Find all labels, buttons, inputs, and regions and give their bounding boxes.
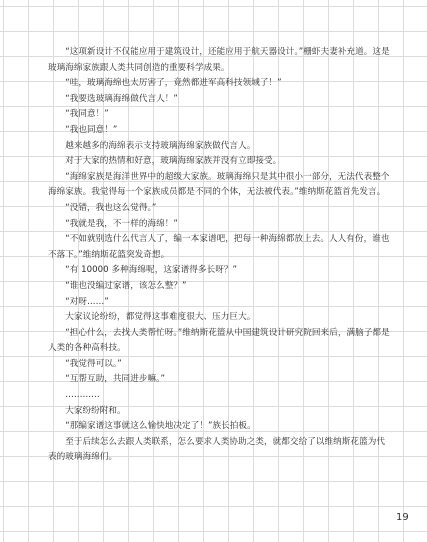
paragraph: “没错，我也这么觉得。” xyxy=(65,202,157,213)
paragraph: “我也同意！” xyxy=(65,124,118,135)
paragraph: 至于后续怎么去跟人类联系，怎么要求人类协助之类，就都交给了以维纳斯花篮为代表的玻璃海绵们。 xyxy=(48,436,386,463)
paragraph: 大家纷纷附和。 xyxy=(65,405,126,416)
paragraph: “我觉得可以。” xyxy=(65,358,122,369)
paragraph: “有 10000 多种海绵呢，这家谱得多长呀？” xyxy=(65,265,237,276)
paragraph: “互帮互助，共同进步嘛。” xyxy=(65,374,165,385)
paragraph: “我就是我，不一样的海绵！” xyxy=(65,218,178,229)
paragraph: “那编家谱这事就这么愉快地决定了！”族长拍板。 xyxy=(65,421,256,432)
paragraph: ………… xyxy=(65,390,100,401)
body-text xyxy=(48,45,393,466)
page-number: 19 xyxy=(396,512,409,523)
paragraph: 对于大家的热情和好意，玻璃海绵家族并没有立即接受。 xyxy=(65,156,282,167)
paragraph: 越来越多的海绵表示支持玻璃海绵家族做代言人。 xyxy=(65,140,256,151)
paragraph: “这项新设计不仅能应用于建筑设计，还能应用于航天器设计。”栅虾夫妻补充道。这是玻璃海绵家族跟人类共同创造的重要科学成果。 xyxy=(48,47,390,73)
paragraph: “哇，玻璃海绵也太厉害了，竟然都进军高科技领域了！” xyxy=(65,78,282,89)
paragraph: 大家议论纷纷，都觉得这事难度很大、压力巨大。 xyxy=(65,312,256,323)
paragraph: “我同意！” xyxy=(65,109,109,120)
paragraph: “对呀……” xyxy=(65,296,109,307)
paragraph: “不如就别选什么代言人了，编一本家谱吧，把每一种海绵都放上去。人人有份，谁也不落下。”维纳斯花篮突发奇想。 xyxy=(48,234,390,260)
paragraph: “海绵家族是海洋世界中的超级大家族。玻璃海绵只是其中很小一部分，无法代表整个海绵家族。我觉得每一个家族成员都是不同的个体，无法被代表。”维纳斯花篮首先发言。 xyxy=(48,171,390,198)
paragraph: “我要选玻璃海绵做代言人！” xyxy=(65,93,178,104)
paragraph: “担心什么，去找人类帮忙呀。”维纳斯花篮从中国建筑设计研究院回来后，满脑子都是人类的各种高科技。 xyxy=(48,327,390,354)
paragraph: “谁也没编过家谱，该怎么整？” xyxy=(65,280,187,291)
